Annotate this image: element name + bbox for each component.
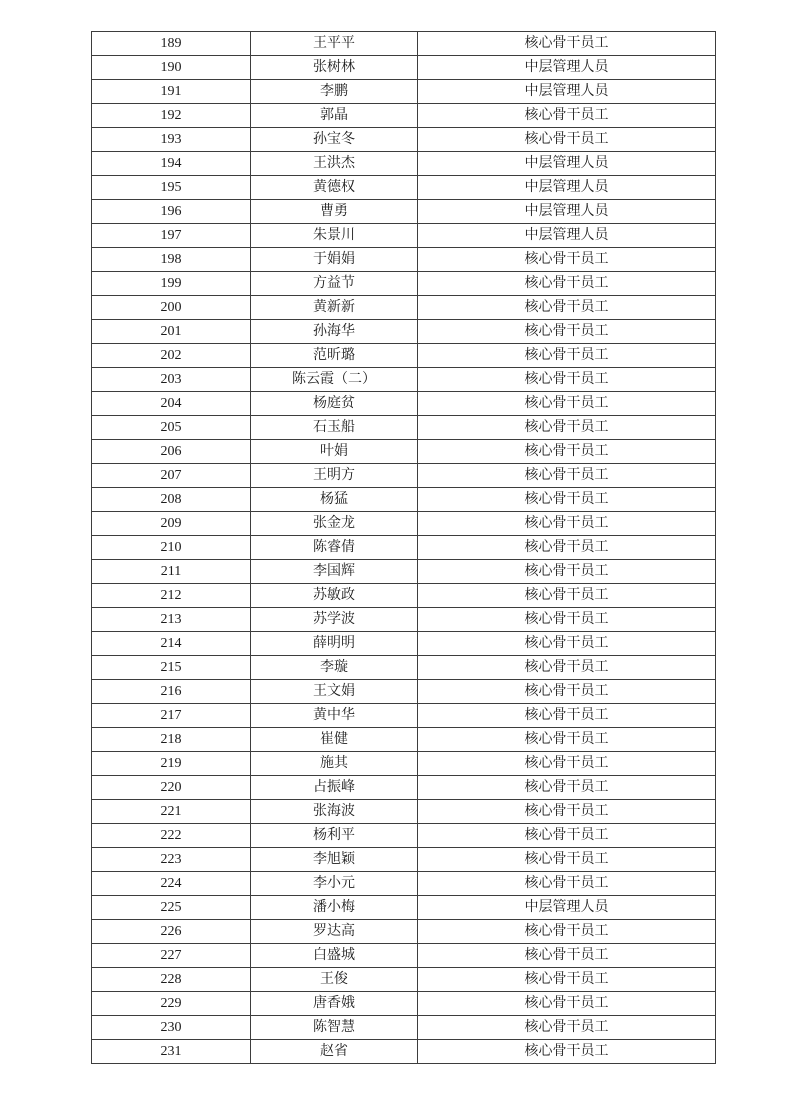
category-cell: 核心骨干员工 bbox=[418, 848, 716, 872]
index-cell: 209 bbox=[92, 512, 251, 536]
index-cell: 221 bbox=[92, 800, 251, 824]
table-row bbox=[92, 248, 716, 272]
category-cell: 核心骨干员工 bbox=[418, 872, 716, 896]
table-row bbox=[92, 32, 716, 56]
category-cell: 核心骨干员工 bbox=[418, 752, 716, 776]
table-row bbox=[92, 200, 716, 224]
index-cell: 218 bbox=[92, 728, 251, 752]
table-row bbox=[92, 176, 716, 200]
category-cell: 核心骨干员工 bbox=[418, 1016, 716, 1040]
index-cell: 219 bbox=[92, 752, 251, 776]
index-cell: 213 bbox=[92, 608, 251, 632]
name-cell: 杨猛 bbox=[251, 488, 418, 512]
category-cell: 核心骨干员工 bbox=[418, 608, 716, 632]
category-cell: 核心骨干员工 bbox=[418, 32, 716, 56]
index-cell: 224 bbox=[92, 872, 251, 896]
index-cell: 231 bbox=[92, 1040, 251, 1064]
name-cell: 黄新新 bbox=[251, 296, 418, 320]
name-cell: 陈智慧 bbox=[251, 1016, 418, 1040]
table-row bbox=[92, 224, 716, 248]
table-row bbox=[92, 992, 716, 1016]
index-cell: 200 bbox=[92, 296, 251, 320]
index-cell: 229 bbox=[92, 992, 251, 1016]
index-cell: 204 bbox=[92, 392, 251, 416]
index-cell: 225 bbox=[92, 896, 251, 920]
category-cell: 中层管理人员 bbox=[418, 152, 716, 176]
category-cell: 核心骨干员工 bbox=[418, 584, 716, 608]
name-cell: 苏敏政 bbox=[251, 584, 418, 608]
table-row bbox=[92, 776, 716, 800]
category-cell: 核心骨干员工 bbox=[418, 680, 716, 704]
name-cell: 杨庭贫 bbox=[251, 392, 418, 416]
name-cell: 王洪杰 bbox=[251, 152, 418, 176]
category-cell: 中层管理人员 bbox=[418, 896, 716, 920]
category-cell: 中层管理人员 bbox=[418, 80, 716, 104]
table-row bbox=[92, 392, 716, 416]
category-cell: 核心骨干员工 bbox=[418, 512, 716, 536]
category-cell: 核心骨干员工 bbox=[418, 704, 716, 728]
index-cell: 228 bbox=[92, 968, 251, 992]
name-cell: 李国辉 bbox=[251, 560, 418, 584]
category-cell: 核心骨干员工 bbox=[418, 392, 716, 416]
table-row bbox=[92, 440, 716, 464]
name-cell: 张海波 bbox=[251, 800, 418, 824]
index-cell: 190 bbox=[92, 56, 251, 80]
index-cell: 208 bbox=[92, 488, 251, 512]
category-cell: 中层管理人员 bbox=[418, 56, 716, 80]
category-cell: 核心骨干员工 bbox=[418, 656, 716, 680]
name-cell: 占振峰 bbox=[251, 776, 418, 800]
table-row bbox=[92, 752, 716, 776]
category-cell: 中层管理人员 bbox=[418, 224, 716, 248]
name-cell: 赵省 bbox=[251, 1040, 418, 1064]
index-cell: 193 bbox=[92, 128, 251, 152]
index-cell: 201 bbox=[92, 320, 251, 344]
name-cell: 李小元 bbox=[251, 872, 418, 896]
index-cell: 217 bbox=[92, 704, 251, 728]
name-cell: 苏学波 bbox=[251, 608, 418, 632]
name-cell: 方益节 bbox=[251, 272, 418, 296]
roster-table-body bbox=[92, 32, 716, 1064]
index-cell: 195 bbox=[92, 176, 251, 200]
category-cell: 中层管理人员 bbox=[418, 200, 716, 224]
employee-roster-table bbox=[91, 31, 716, 1064]
name-cell: 杨利平 bbox=[251, 824, 418, 848]
table-row bbox=[92, 968, 716, 992]
category-cell: 核心骨干员工 bbox=[418, 632, 716, 656]
index-cell: 214 bbox=[92, 632, 251, 656]
category-cell: 核心骨干员工 bbox=[418, 800, 716, 824]
name-cell: 李鹏 bbox=[251, 80, 418, 104]
table-row bbox=[92, 536, 716, 560]
name-cell: 孙海华 bbox=[251, 320, 418, 344]
name-cell: 于娟娟 bbox=[251, 248, 418, 272]
table-row bbox=[92, 272, 716, 296]
name-cell: 陈睿倩 bbox=[251, 536, 418, 560]
name-cell: 王文娟 bbox=[251, 680, 418, 704]
table-row bbox=[92, 608, 716, 632]
table-row bbox=[92, 920, 716, 944]
category-cell: 核心骨干员工 bbox=[418, 272, 716, 296]
name-cell: 王俊 bbox=[251, 968, 418, 992]
category-cell: 核心骨干员工 bbox=[418, 944, 716, 968]
table-row bbox=[92, 896, 716, 920]
name-cell: 朱景川 bbox=[251, 224, 418, 248]
category-cell: 核心骨干员工 bbox=[418, 368, 716, 392]
index-cell: 211 bbox=[92, 560, 251, 584]
index-cell: 196 bbox=[92, 200, 251, 224]
category-cell: 核心骨干员工 bbox=[418, 1040, 716, 1064]
category-cell: 核心骨干员工 bbox=[418, 920, 716, 944]
index-cell: 191 bbox=[92, 80, 251, 104]
table-row bbox=[92, 104, 716, 128]
index-cell: 189 bbox=[92, 32, 251, 56]
index-cell: 223 bbox=[92, 848, 251, 872]
table-row bbox=[92, 80, 716, 104]
table-row bbox=[92, 872, 716, 896]
table-row bbox=[92, 296, 716, 320]
index-cell: 230 bbox=[92, 1016, 251, 1040]
category-cell: 核心骨干员工 bbox=[418, 488, 716, 512]
index-cell: 216 bbox=[92, 680, 251, 704]
table-row bbox=[92, 800, 716, 824]
name-cell: 范昕璐 bbox=[251, 344, 418, 368]
category-cell: 核心骨干员工 bbox=[418, 776, 716, 800]
table-row bbox=[92, 488, 716, 512]
index-cell: 205 bbox=[92, 416, 251, 440]
category-cell: 核心骨干员工 bbox=[418, 536, 716, 560]
name-cell: 黄中华 bbox=[251, 704, 418, 728]
name-cell: 李旭颖 bbox=[251, 848, 418, 872]
category-cell: 核心骨干员工 bbox=[418, 464, 716, 488]
category-cell: 核心骨干员工 bbox=[418, 992, 716, 1016]
name-cell: 石玉船 bbox=[251, 416, 418, 440]
table-row bbox=[92, 584, 716, 608]
index-cell: 198 bbox=[92, 248, 251, 272]
table-row bbox=[92, 1016, 716, 1040]
index-cell: 220 bbox=[92, 776, 251, 800]
category-cell: 核心骨干员工 bbox=[418, 344, 716, 368]
name-cell: 王明方 bbox=[251, 464, 418, 488]
index-cell: 207 bbox=[92, 464, 251, 488]
table-row bbox=[92, 368, 716, 392]
category-cell: 核心骨干员工 bbox=[418, 128, 716, 152]
index-cell: 192 bbox=[92, 104, 251, 128]
name-cell: 王平平 bbox=[251, 32, 418, 56]
name-cell: 张树林 bbox=[251, 56, 418, 80]
table-row bbox=[92, 464, 716, 488]
index-cell: 212 bbox=[92, 584, 251, 608]
table-row bbox=[92, 848, 716, 872]
name-cell: 施其 bbox=[251, 752, 418, 776]
table-row bbox=[92, 944, 716, 968]
category-cell: 核心骨干员工 bbox=[418, 320, 716, 344]
category-cell: 核心骨干员工 bbox=[418, 824, 716, 848]
name-cell: 张金龙 bbox=[251, 512, 418, 536]
table-row bbox=[92, 680, 716, 704]
category-cell: 核心骨干员工 bbox=[418, 248, 716, 272]
table-row bbox=[92, 656, 716, 680]
index-cell: 206 bbox=[92, 440, 251, 464]
index-cell: 222 bbox=[92, 824, 251, 848]
name-cell: 唐香娥 bbox=[251, 992, 418, 1016]
index-cell: 227 bbox=[92, 944, 251, 968]
table-row bbox=[92, 560, 716, 584]
table-row bbox=[92, 704, 716, 728]
table-row bbox=[92, 56, 716, 80]
name-cell: 罗达高 bbox=[251, 920, 418, 944]
category-cell: 中层管理人员 bbox=[418, 176, 716, 200]
index-cell: 202 bbox=[92, 344, 251, 368]
index-cell: 197 bbox=[92, 224, 251, 248]
name-cell: 李璇 bbox=[251, 656, 418, 680]
index-cell: 226 bbox=[92, 920, 251, 944]
name-cell: 潘小梅 bbox=[251, 896, 418, 920]
category-cell: 核心骨干员工 bbox=[418, 728, 716, 752]
name-cell: 陈云霞（二） bbox=[251, 368, 418, 392]
table-row bbox=[92, 320, 716, 344]
category-cell: 核心骨干员工 bbox=[418, 968, 716, 992]
table-row bbox=[92, 128, 716, 152]
name-cell: 薛明明 bbox=[251, 632, 418, 656]
table-row bbox=[92, 632, 716, 656]
table-row bbox=[92, 152, 716, 176]
category-cell: 核心骨干员工 bbox=[418, 416, 716, 440]
table-row bbox=[92, 344, 716, 368]
index-cell: 215 bbox=[92, 656, 251, 680]
name-cell: 郭晶 bbox=[251, 104, 418, 128]
index-cell: 194 bbox=[92, 152, 251, 176]
table-row bbox=[92, 728, 716, 752]
name-cell: 白盛城 bbox=[251, 944, 418, 968]
name-cell: 崔健 bbox=[251, 728, 418, 752]
category-cell: 核心骨干员工 bbox=[418, 440, 716, 464]
index-cell: 210 bbox=[92, 536, 251, 560]
category-cell: 核心骨干员工 bbox=[418, 296, 716, 320]
table-row bbox=[92, 1040, 716, 1064]
name-cell: 曹勇 bbox=[251, 200, 418, 224]
table-row bbox=[92, 512, 716, 536]
name-cell: 黄德权 bbox=[251, 176, 418, 200]
table-row bbox=[92, 824, 716, 848]
category-cell: 核心骨干员工 bbox=[418, 560, 716, 584]
table-row bbox=[92, 416, 716, 440]
index-cell: 199 bbox=[92, 272, 251, 296]
index-cell: 203 bbox=[92, 368, 251, 392]
name-cell: 孙宝冬 bbox=[251, 128, 418, 152]
name-cell: 叶娟 bbox=[251, 440, 418, 464]
category-cell: 核心骨干员工 bbox=[418, 104, 716, 128]
